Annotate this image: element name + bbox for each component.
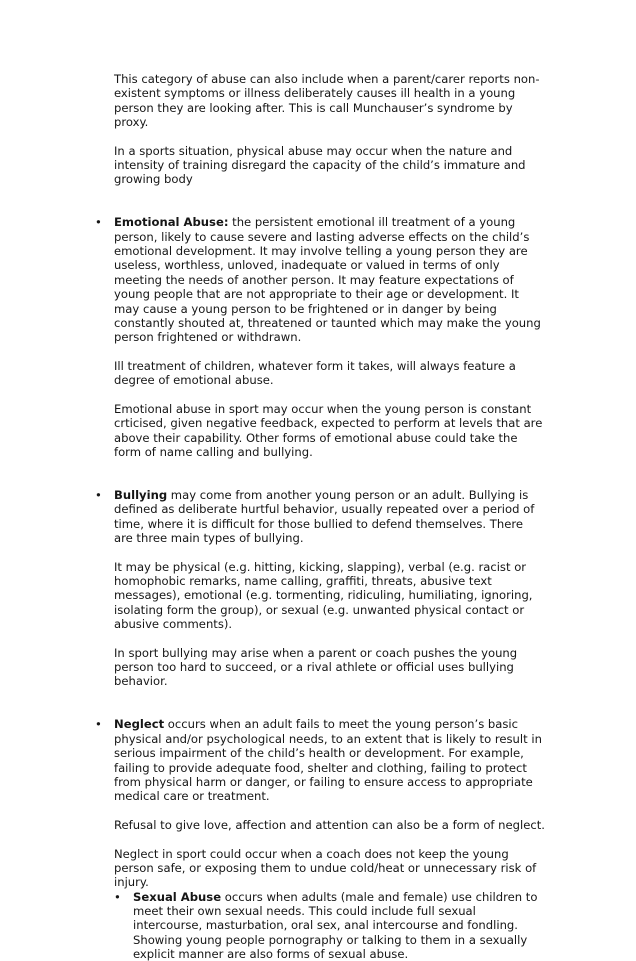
neglect-paragraph-2: Neglect in sport could occur when a coach does not keep the young person safe, or exposing them to undue cold/heat or unnecessary risk of injury.: [114, 846, 537, 890]
spacer: [95, 689, 545, 718]
spacer: [95, 459, 545, 488]
bullet-marker-icon: •: [114, 889, 121, 904]
spacer: [95, 631, 545, 645]
subbullet-item-sexual-abuse: [114, 890, 545, 961]
neglect-paragraph-1: Refusal to give love, affection and attention can also be a form of neglect.: [114, 817, 545, 832]
subbullet-text-sexual-abuse: [133, 890, 545, 961]
spacer: [95, 832, 545, 846]
intro-paragraph-1: This category of abuse can also include when a parent/carer reports non-existent symptoms or illness deliberately causes ill health in a young person they are looking after. This is call Munchauser’s syndrome by proxy.: [114, 72, 540, 130]
bullet-marker-icon: •: [95, 487, 102, 502]
subbullet-rest-sexual-abuse: occurs when adults (male and female) use children to meet their own sexual needs. This could include full sexual intercourse, masturbation, oral sex, anal intercourse and fondling. Showing young people pornography or talking to them in a sexually explicit manner are also forms of sexual abuse.: [133, 889, 538, 961]
bullet-item-bullying: [95, 488, 545, 545]
bullet-rest-neglect: occurs when an adult fails to meet the young person’s basic physical and/or psychological needs, to an extent that is likely to result in serious impairment of the child’s health or development. For example, failing to provide adequate food, shelter and clothing, failing to protect from physical harm or danger, or failing to ensure access to appropriate medical care or treatment.: [114, 717, 542, 804]
bullet-lead-neglect: Neglect: [114, 717, 165, 732]
document-body: [95, 72, 545, 961]
bullet-marker-icon: •: [95, 215, 102, 230]
spacer: [95, 129, 545, 143]
bullet-text-bullying: [114, 488, 545, 545]
spacer: [95, 187, 545, 216]
spacer: [95, 804, 545, 818]
bullet-item-emotional-abuse: [95, 215, 545, 344]
bullet-lead-bullying: Bullying: [114, 487, 168, 502]
bullying-paragraph-1: It may be physical (e.g. hitting, kicking, slapping), verbal (e.g. racist or homophobic remarks, name calling, graffiti, threats, abusive text messages), emotional (e.g. tormenting, ridiculing, humiliating, ignoring, isolating form the group), or sexual (e.g. unwanted physical contact or abusive comments).: [114, 559, 533, 632]
bullet-item-neglect: [95, 717, 545, 803]
spacer: [95, 545, 545, 559]
bullet-text-neglect: [114, 717, 545, 803]
bullet-text-emotional-abuse: [114, 215, 545, 344]
bullet-rest-emotional-abuse: the persistent emotional ill treatment of a young person, likely to cause severe and lasting adverse effects on the child’s emotional development. It may involve telling a young person they are useless, worthless, unloved, inadequate or valued in terms of only meeting the needs of another person. It may feature expectations of young people that are not appropriate to their age or development. It may cause a young person to be frightened or in danger by being constantly shouted at, threatened or taunted which may make the young person frightened or withdrawn.: [114, 215, 541, 345]
spacer: [95, 388, 545, 402]
emotional-abuse-paragraph-1: Ill treatment of children, whatever form it takes, will always feature a degree of emotional abuse.: [114, 358, 516, 388]
intro-paragraph-2: In a sports situation, physical abuse may occur when the nature and intensity of training disregard the capacity of the child’s immature and growing body: [114, 143, 526, 187]
emotional-abuse-paragraph-2: Emotional abuse in sport may occur when the young person is constant crticised, given negative feedback, expected to perform at levels that are above their capability. Other forms of emotional abuse could take the form of name calling and bullying.: [114, 401, 543, 459]
subbullet-lead-sexual-abuse: Sexual Abuse: [133, 889, 222, 904]
spacer: [95, 345, 545, 359]
bullying-paragraph-2: In sport bullying may arise when a parent or coach pushes the young person too hard to succeed, or a rival athlete or official uses bullying behavior.: [114, 645, 518, 689]
bullet-marker-icon: •: [95, 717, 102, 732]
bullet-lead-emotional-abuse: Emotional Abuse:: [114, 215, 229, 230]
bullet-rest-bullying: may come from another young person or an adult. Bullying is defined as deliberate hurtful behavior, usually repeated over a period of time, where it is difficult for those bullied to defend themselves. There are three main types of bullying.: [114, 487, 535, 545]
